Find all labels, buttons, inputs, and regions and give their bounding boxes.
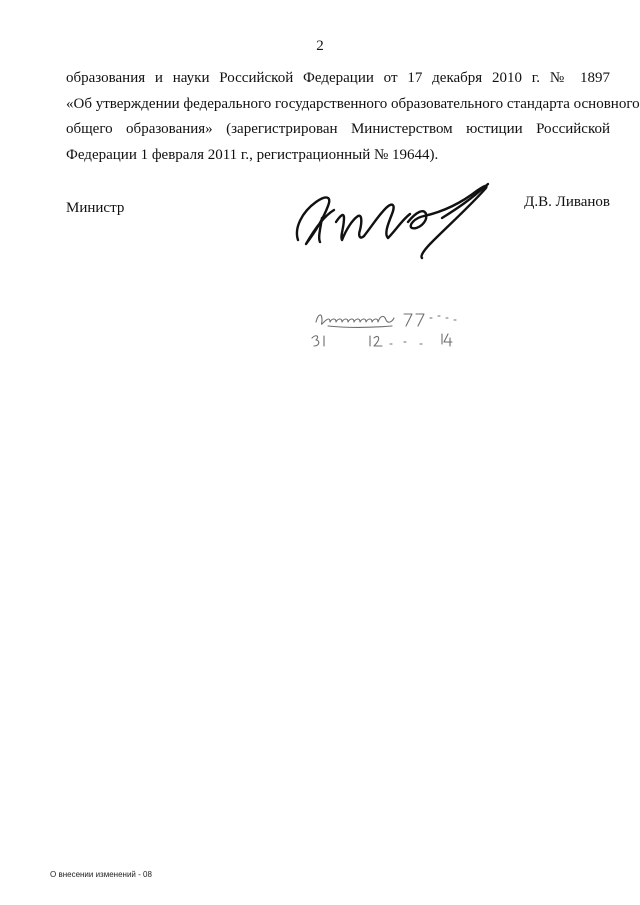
minister-name: Д.В. Ливанов bbox=[524, 194, 610, 210]
body-paragraph bbox=[66, 66, 640, 168]
body-line-4: Федерации 1 февраля 2011 г., регистрационный № 19644). bbox=[66, 146, 439, 163]
minister-title: Министр bbox=[66, 200, 125, 216]
footer-document-code: О внесении изменений - 08 bbox=[50, 870, 152, 879]
handwritten-signature bbox=[292, 178, 532, 268]
handwritten-execution-note bbox=[308, 304, 498, 354]
body-line-1: образования и науки Российской Федерации от 17 декабря 2010 г. № 1897 bbox=[66, 70, 610, 86]
body-line-3-text: общего образования» (зарегистрирован Министерством юстиции Российской bbox=[66, 121, 610, 137]
body-line-2: «Об утверждении федерального государственного образовательного стандарта основного bbox=[66, 95, 640, 112]
signature-block bbox=[66, 194, 610, 310]
page-number: 2 bbox=[316, 38, 324, 54]
body-line-3 bbox=[66, 117, 610, 143]
